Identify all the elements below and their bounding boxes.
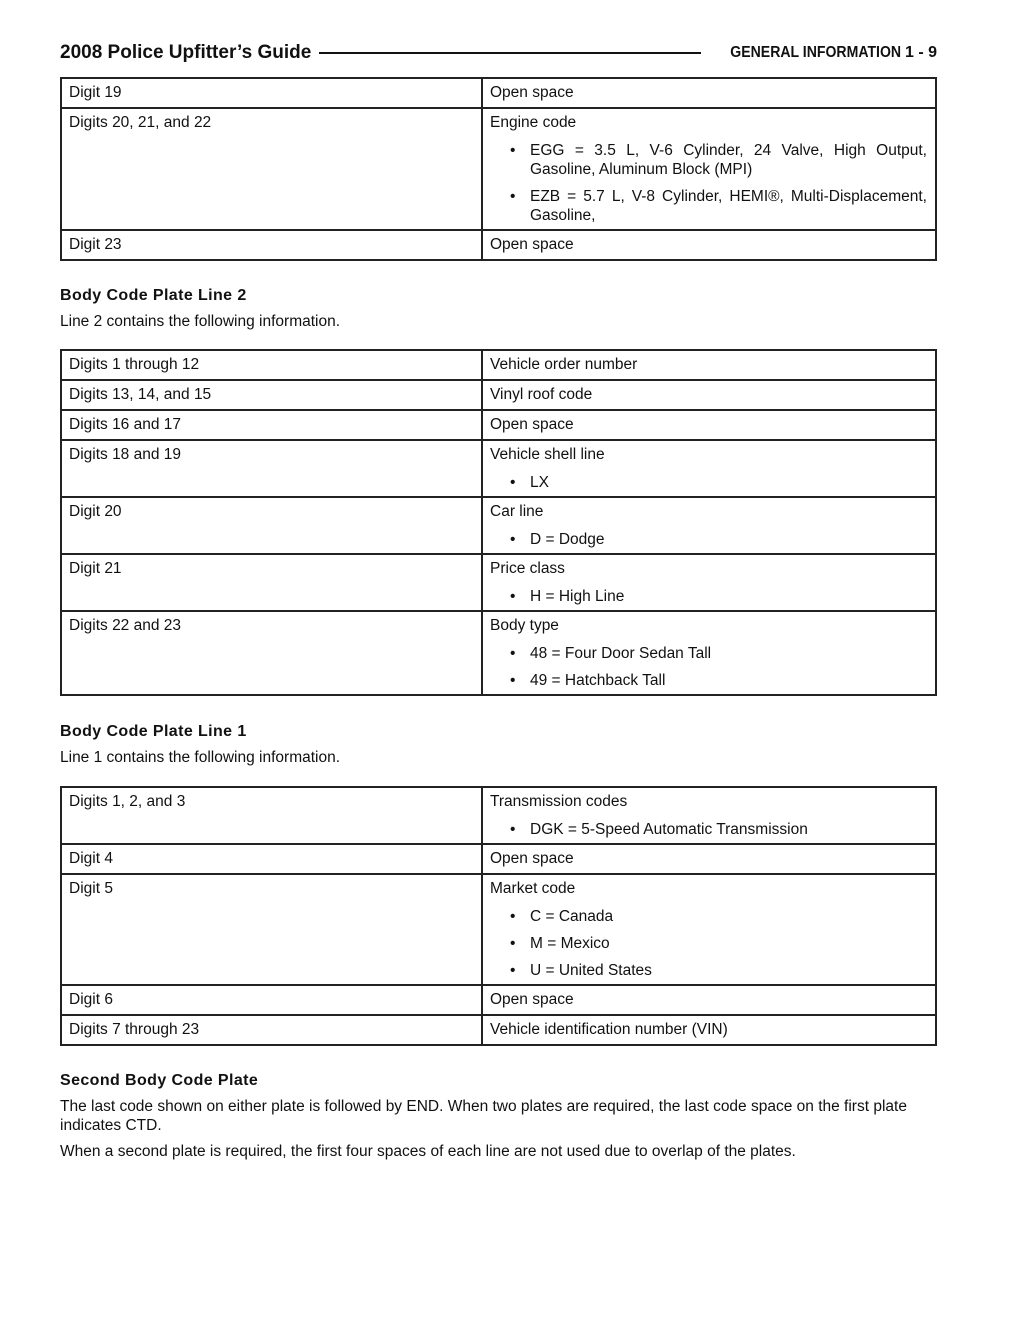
table-row (61, 787, 936, 844)
code-list-item: • EGG = 3.5 L, V-6 Cylinder, 24 Valve, High Output, Gasoline, Aluminum Block (MPI) (490, 141, 927, 179)
description-text: Open space (490, 416, 574, 433)
table-row (61, 554, 936, 611)
digit-position-cell: Digits 1 through 12 (61, 350, 482, 380)
code-list (490, 907, 927, 980)
description-cell (482, 380, 936, 410)
digit-position-cell: Digit 23 (61, 230, 482, 260)
description-cell (482, 230, 936, 260)
description-text: Vehicle shell line (490, 446, 605, 463)
description-text: Vehicle identification number (VIN) (490, 1021, 728, 1038)
table-row (61, 985, 936, 1015)
description-text: Open space (490, 84, 574, 101)
second-plate-paragraph-2: When a second plate is required, the first four spaces of each line are not used due to overlap of the plates. (60, 1143, 796, 1160)
digit-position-cell: Digit 21 (61, 554, 482, 611)
digit-position-cell: Digit 19 (61, 78, 482, 108)
description-text: Transmission codes (490, 793, 628, 810)
line2-table (60, 349, 937, 696)
description-cell (482, 844, 936, 874)
second-plate-heading: Second Body Code Plate (60, 1072, 259, 1089)
table-row (61, 350, 936, 380)
digit-position-cell: Digit 5 (61, 874, 482, 985)
description-cell (482, 611, 936, 695)
description-text: Engine code (490, 114, 577, 131)
description-cell (482, 497, 936, 554)
table-row (61, 844, 936, 874)
code-list-item: • M = Mexico (490, 934, 927, 953)
description-cell (482, 1015, 936, 1045)
page-number: 1 - 9 (904, 44, 937, 61)
second-plate-paragraph-1: The last code shown on either plate is followed by END. When two plates are required, the last code space on the first plate indicates CTD. (60, 1098, 907, 1134)
description-text: Body type (490, 617, 559, 634)
code-list (490, 530, 927, 549)
code-list-item: • C = Canada (490, 907, 927, 926)
table-row (61, 108, 936, 230)
digit-position-cell: Digit 20 (61, 497, 482, 554)
page-header (60, 38, 937, 68)
description-text: Open space (490, 236, 574, 253)
digit-position-cell: Digits 13, 14, and 15 (61, 380, 482, 410)
code-list (490, 473, 927, 492)
table-row (61, 497, 936, 554)
table-row (61, 230, 936, 260)
description-cell (482, 985, 936, 1015)
description-text: Vinyl roof code (490, 386, 593, 403)
description-cell (482, 410, 936, 440)
line1-intro: Line 1 contains the following information. (60, 749, 341, 766)
code-list-item: • EZB = 5.7 L, V-8 Cylinder, HEMI®, Multi-Displacement, Gasoline, (490, 187, 927, 225)
line1-table (60, 786, 937, 1046)
description-cell (482, 874, 936, 985)
table-row (61, 78, 936, 108)
description-cell (482, 787, 936, 844)
table-row (61, 874, 936, 985)
code-list (490, 644, 927, 690)
description-cell (482, 108, 936, 230)
description-cell (482, 554, 936, 611)
document-title: 2008 Police Upfitter’s Guide (60, 42, 312, 63)
document-page (60, 38, 937, 1161)
description-text: Market code (490, 880, 576, 897)
code-list-item: • 48 = Four Door Sedan Tall (490, 644, 927, 663)
digit-position-cell: Digits 7 through 23 (61, 1015, 482, 1045)
line1-heading: Body Code Plate Line 1 (60, 723, 247, 740)
code-list (490, 820, 927, 839)
table-row (61, 380, 936, 410)
header-rule (319, 52, 701, 54)
table-row (61, 1015, 936, 1045)
table-row (61, 611, 936, 695)
code-list (490, 141, 927, 225)
table-row (61, 440, 936, 497)
digit-position-cell: Digit 4 (61, 844, 482, 874)
description-text: Car line (490, 503, 544, 520)
digit-position-cell: Digits 22 and 23 (61, 611, 482, 695)
code-list-item: • H = High Line (490, 587, 927, 606)
code-list-item: • U = United States (490, 961, 927, 980)
line2-intro: Line 2 contains the following information. (60, 313, 341, 330)
code-list-item: • D = Dodge (490, 530, 927, 549)
digit-position-cell: Digits 1, 2, and 3 (61, 787, 482, 844)
code-list-item: • DGK = 5-Speed Automatic Transmission (490, 820, 927, 839)
engine-code-table (60, 77, 937, 261)
section-title: GENERAL INFORMATION (730, 44, 901, 61)
description-text: Open space (490, 991, 574, 1008)
digit-position-cell: Digits 20, 21, and 22 (61, 108, 482, 230)
code-list-item: • LX (490, 473, 927, 492)
line2-heading: Body Code Plate Line 2 (60, 287, 247, 304)
description-cell (482, 78, 936, 108)
digit-position-cell: Digits 16 and 17 (61, 410, 482, 440)
description-cell (482, 440, 936, 497)
code-list-item: • 49 = Hatchback Tall (490, 671, 927, 690)
description-text: Vehicle order number (490, 356, 638, 373)
digit-position-cell: Digits 18 and 19 (61, 440, 482, 497)
description-text: Price class (490, 560, 565, 577)
table-row (61, 410, 936, 440)
code-list (490, 587, 927, 606)
digit-position-cell: Digit 6 (61, 985, 482, 1015)
description-text: Open space (490, 850, 574, 867)
description-cell (482, 350, 936, 380)
